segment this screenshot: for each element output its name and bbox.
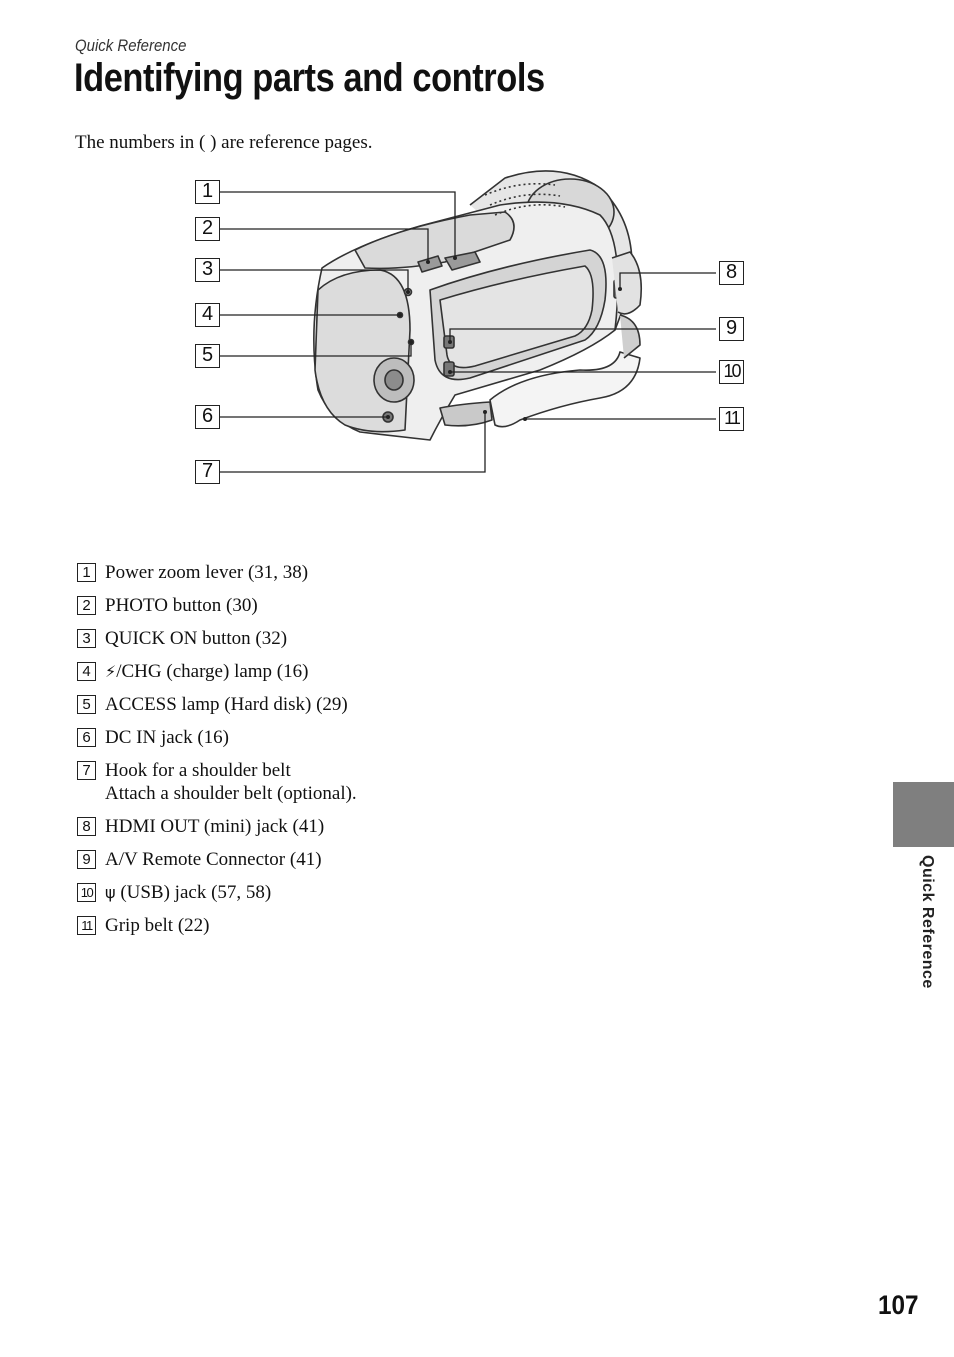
item-number: 6: [77, 728, 96, 747]
item-number: 10: [77, 883, 96, 902]
item-number: 4: [77, 662, 96, 681]
camcorder-body: [314, 171, 641, 440]
item-number: 8: [77, 817, 96, 836]
item-text: Grip belt (22): [105, 915, 210, 936]
item-text: ψ (USB) jack (57, 58): [105, 882, 272, 903]
item-subtext: Attach a shoulder belt (optional).: [105, 783, 357, 804]
item-number: 2: [77, 596, 96, 615]
callout-9: 9: [719, 317, 744, 341]
callout-5: 5: [195, 344, 220, 368]
item-text: PHOTO button (30): [105, 595, 258, 616]
item-number: 7: [77, 761, 96, 780]
item-text: A/V Remote Connector (41): [105, 849, 322, 870]
side-tab-label: Quick Reference: [919, 855, 936, 989]
section-label: Quick Reference: [75, 36, 187, 55]
callout-11: 11: [719, 407, 744, 431]
camcorder-illustration: [0, 0, 954, 520]
callout-8: 8: [719, 261, 744, 285]
page-number: 107: [878, 1290, 919, 1320]
callout-3: 3: [195, 258, 220, 282]
item-number: 3: [77, 629, 96, 648]
callout-1: 1: [195, 180, 220, 204]
intro-text: The numbers in ( ) are reference pages.: [75, 132, 373, 153]
item-text: ACCESS lamp (Hard disk) (29): [105, 694, 348, 715]
side-tab-marker: [893, 782, 954, 847]
item-text: Power zoom lever (31, 38): [105, 562, 309, 583]
page-title: Identifying parts and controls: [74, 56, 545, 100]
callout-6: 6: [195, 405, 220, 429]
item-text: HDMI OUT (mini) jack (41): [105, 816, 325, 837]
flash-icon: ⚡: [105, 662, 117, 681]
usb-icon: ψ: [105, 883, 116, 902]
item-number: 1: [77, 563, 96, 582]
item-text: DC IN jack (16): [105, 727, 229, 748]
callout-4: 4: [195, 303, 220, 327]
callout-7: 7: [195, 460, 220, 484]
item-number: 9: [77, 850, 96, 869]
callout-2: 2: [195, 217, 220, 241]
item-number: 5: [77, 695, 96, 714]
item-text: Hook for a shoulder belt: [105, 760, 291, 781]
item-text: QUICK ON button (32): [105, 628, 288, 649]
item-text: ⚡/CHG (charge) lamp (16): [105, 661, 309, 682]
item-number: 11: [77, 916, 96, 935]
callout-10: 10: [719, 360, 744, 384]
